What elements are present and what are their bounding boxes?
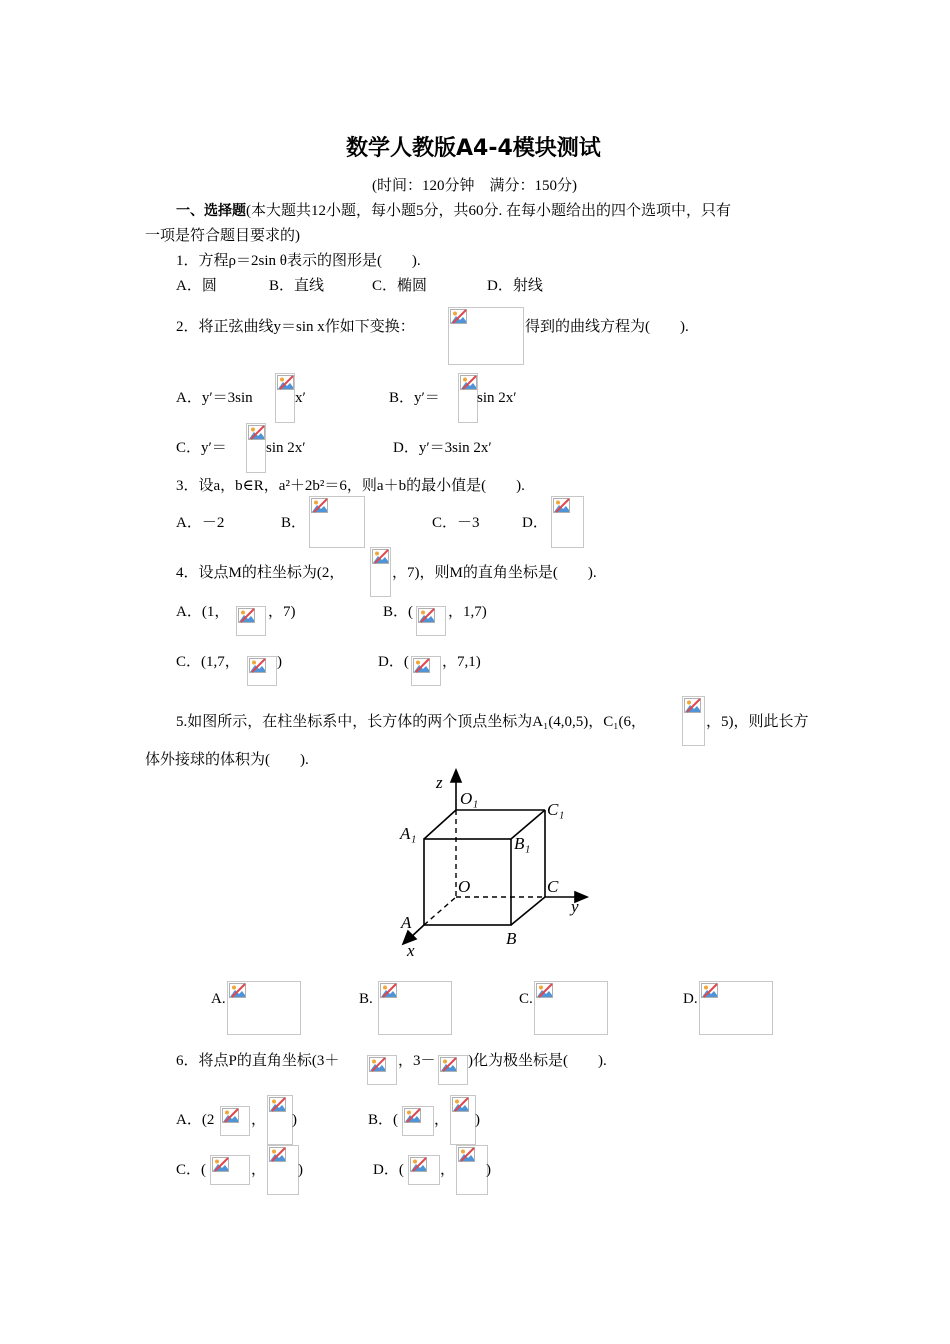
q3-option-c: C．－3 xyxy=(432,515,480,531)
q6-option-a-tail: ) xyxy=(292,1112,297,1128)
q1-option-d: D．射线 xyxy=(487,278,543,294)
broken-image-icon xyxy=(372,549,389,564)
image-placeholder xyxy=(699,981,773,1035)
label-b1: B₁ xyxy=(514,834,531,853)
image-placeholder xyxy=(309,496,365,548)
image-placeholder xyxy=(220,1106,250,1136)
page-title: 数学人教版A4-4模块测试 xyxy=(346,136,601,161)
label-o1: O₁ xyxy=(460,789,479,808)
question-6 xyxy=(176,1051,339,1071)
image-placeholder xyxy=(551,496,584,548)
broken-image-icon xyxy=(277,375,294,390)
q1-option-c: C．椭圆 xyxy=(372,278,428,294)
label-c1: C₁ xyxy=(547,800,565,819)
broken-image-icon xyxy=(701,983,718,998)
broken-image-icon xyxy=(684,698,701,713)
q6-option-d-tail: ) xyxy=(486,1162,491,1178)
broken-image-icon xyxy=(248,425,265,440)
question-stem-line2: 体外接球的体积为( ). xyxy=(145,752,309,768)
q6-option-d-sep: ， xyxy=(440,1162,456,1178)
question-stem: 方程ρ＝2sin θ表示的图形是( ). xyxy=(198,253,421,269)
broken-image-icon xyxy=(418,608,435,623)
label-a1: A₁ xyxy=(400,824,417,843)
q6-option-a-sep: ， xyxy=(251,1112,267,1128)
q6-option-b-sep: ， xyxy=(434,1112,450,1128)
broken-image-icon xyxy=(311,498,328,513)
image-placeholder xyxy=(534,981,608,1035)
q3-option-d: D． xyxy=(522,515,548,531)
q6-option-b-tail: ) xyxy=(475,1112,480,1128)
question-number: 3． xyxy=(176,478,199,494)
q5-option-a: A. xyxy=(211,991,226,1007)
cuboid-figure xyxy=(390,768,600,960)
broken-image-icon xyxy=(536,983,553,998)
question-number: 2． xyxy=(176,319,199,335)
image-placeholder xyxy=(448,307,524,365)
question-number: 1． xyxy=(176,253,199,269)
image-placeholder xyxy=(402,1106,434,1136)
broken-image-icon xyxy=(369,1057,386,1072)
image-placeholder xyxy=(367,1055,397,1085)
question-stem-part1: 将点P的直角坐标(3＋ xyxy=(198,1053,340,1069)
question-stem-part1: 设点M的柱坐标为(2， xyxy=(198,565,345,581)
broken-image-icon xyxy=(458,1147,475,1162)
image-placeholder xyxy=(275,373,295,423)
broken-image-icon xyxy=(212,1157,229,1172)
image-placeholder xyxy=(267,1095,293,1145)
question-number: 4． xyxy=(176,565,199,581)
q4-option-a: A．(1， xyxy=(176,604,230,620)
image-placeholder xyxy=(370,547,391,597)
broken-image-icon xyxy=(460,375,477,390)
image-placeholder xyxy=(236,606,266,636)
broken-image-icon xyxy=(452,1097,469,1112)
question-1 xyxy=(176,251,421,271)
broken-image-icon xyxy=(413,658,430,673)
image-placeholder xyxy=(247,656,277,686)
q6-option-c: C．( xyxy=(176,1162,207,1178)
q2-option-c: C．y′＝ xyxy=(176,440,227,456)
question-4 xyxy=(176,563,344,583)
question-stem: 设a，b∈R，a²＋2b²＝6，则a＋b的最小值是( ). xyxy=(198,478,525,494)
image-placeholder xyxy=(438,1055,468,1085)
broken-image-icon xyxy=(404,1108,421,1123)
q4-option-c-tail: ) xyxy=(277,654,282,670)
q2-option-c-tail: sin 2x′ xyxy=(266,440,306,456)
broken-image-icon xyxy=(440,1057,457,1072)
image-placeholder xyxy=(416,606,446,636)
question-stem-part2: 得到的曲线方程为( ). xyxy=(525,319,689,335)
z-axis-arrow xyxy=(451,770,461,782)
q2-option-b: B．y′＝ xyxy=(389,390,440,406)
q6-option-a: A．(2 xyxy=(176,1112,215,1128)
q4-option-d-tail: ，7,1) xyxy=(442,654,481,670)
q1-option-a: A．圆 xyxy=(176,278,217,294)
label-z: z xyxy=(436,773,443,792)
question-3 xyxy=(176,476,525,496)
question-5 xyxy=(176,712,646,732)
question-stem-part2: ，7)，则M的直角坐标是( ). xyxy=(392,565,597,581)
question-stem-part1: 如图所示，在柱坐标系中，长方体的两个顶点坐标为A₁(4,0,5)，C₁(6， xyxy=(187,714,647,730)
q4-option-c: C．(1,7， xyxy=(176,654,240,670)
label-a: A xyxy=(401,913,412,932)
broken-image-icon xyxy=(380,983,397,998)
q5-option-d: D. xyxy=(683,991,698,1007)
section-intro xyxy=(176,201,731,221)
question-stem-part2: ，3－ xyxy=(398,1053,436,1069)
q2-option-a: A．y′＝3sin xyxy=(176,390,253,406)
image-placeholder xyxy=(411,656,441,686)
image-placeholder xyxy=(458,373,478,423)
q4-option-b: B．( xyxy=(383,604,414,620)
image-placeholder xyxy=(682,696,705,746)
broken-image-icon xyxy=(229,983,246,998)
image-placeholder xyxy=(267,1145,299,1195)
image-placeholder xyxy=(450,1095,476,1145)
q6-option-c-tail: ) xyxy=(298,1162,303,1178)
label-y: y xyxy=(571,897,579,916)
image-placeholder xyxy=(227,981,301,1035)
q5-option-b: B. xyxy=(359,991,373,1007)
image-placeholder xyxy=(246,423,266,473)
question-number: 6． xyxy=(176,1053,199,1069)
label-b: B xyxy=(506,929,517,948)
broken-image-icon xyxy=(269,1147,286,1162)
q6-option-c-sep: ， xyxy=(251,1162,267,1178)
broken-image-icon xyxy=(553,498,570,513)
q2-option-d: D．y′＝3sin 2x′ xyxy=(393,440,492,456)
label-o: O xyxy=(458,877,471,896)
broken-image-icon xyxy=(450,309,467,324)
label-c: C xyxy=(547,877,559,896)
q4-option-b-tail: ，1,7) xyxy=(448,604,487,620)
q3-option-a: A．－2 xyxy=(176,515,225,531)
q4-option-a-tail: ，7) xyxy=(268,604,296,620)
section-heading: 一、选择题 xyxy=(176,203,246,219)
question-stem-part3: )化为极坐标是( ). xyxy=(468,1053,607,1069)
q5-option-c: C. xyxy=(519,991,533,1007)
broken-image-icon xyxy=(222,1108,239,1123)
broken-image-icon xyxy=(269,1097,286,1112)
section-intro-line1: (本大题共12小题，每小题5分，共60分. 在每小题给出的四个选项中，只有 xyxy=(246,203,731,219)
label-x: x xyxy=(407,941,415,960)
question-number: 5. xyxy=(176,714,188,730)
exam-info: (时间：120分钟 满分：150分) xyxy=(372,178,577,194)
q2-option-b-tail: sin 2x′ xyxy=(477,390,517,406)
q2-option-a-tail: x′ xyxy=(295,390,306,406)
question-stem-part2: ，5)，则此长方 xyxy=(706,714,809,730)
image-placeholder xyxy=(408,1155,440,1185)
broken-image-icon xyxy=(410,1157,427,1172)
broken-image-icon xyxy=(249,658,266,673)
image-placeholder xyxy=(210,1155,250,1185)
q1-option-b: B．直线 xyxy=(269,278,325,294)
image-placeholder xyxy=(456,1145,488,1195)
section-intro-line2: 一项是符合题目要求的) xyxy=(145,228,300,244)
q4-option-d: D．( xyxy=(378,654,409,670)
question-stem-part1: 将正弦曲线y＝sin x作如下变换： xyxy=(198,319,415,335)
q6-option-d: D．( xyxy=(373,1162,404,1178)
q3-option-b: B． xyxy=(281,515,307,531)
question-2 xyxy=(176,317,415,337)
q6-option-b: B．( xyxy=(368,1112,399,1128)
image-placeholder xyxy=(378,981,452,1035)
broken-image-icon xyxy=(238,608,255,623)
